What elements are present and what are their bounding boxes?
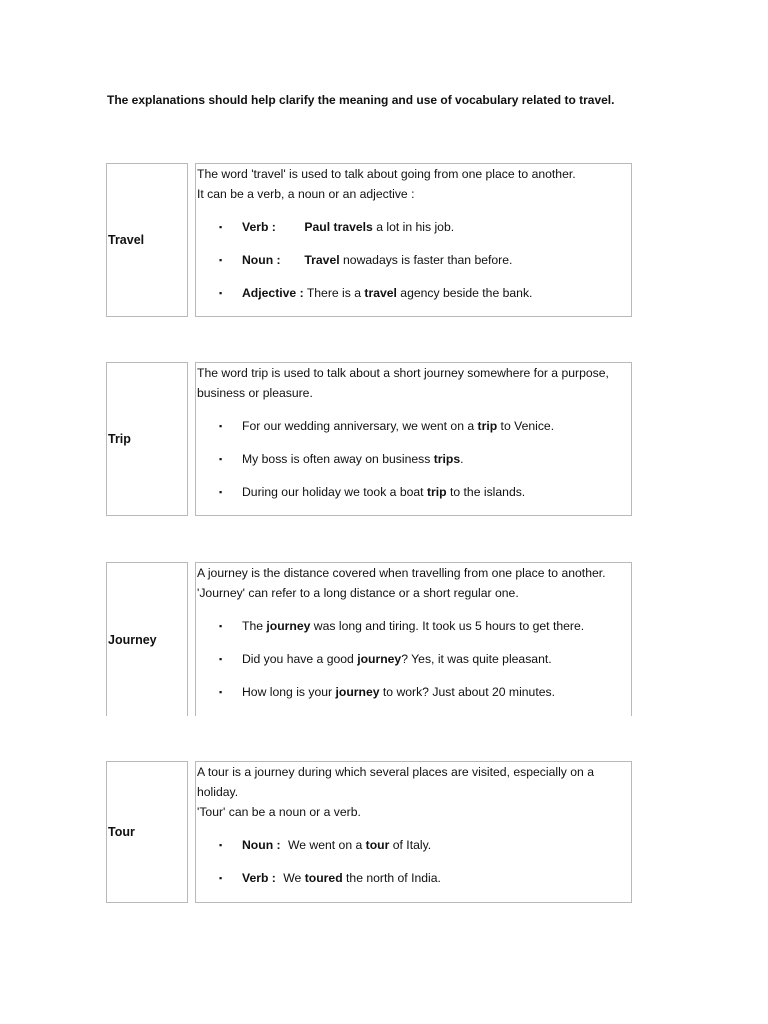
definition-travel: [195, 163, 632, 317]
definition-tour: [195, 761, 632, 903]
example-text: How long is your: [242, 685, 336, 699]
example-text: There is a: [306, 286, 365, 300]
example-list: [197, 835, 631, 888]
example-text: to the islands.: [446, 485, 526, 499]
example-keyword: trip: [426, 485, 447, 499]
term-label: Trip: [108, 432, 131, 446]
definition-line: business or pleasure.: [197, 386, 313, 400]
definition-line: holiday.: [197, 785, 239, 799]
definition-journey: [195, 562, 632, 716]
example-item: [197, 217, 631, 237]
definition-line: The word trip is used to talk about a short journey somewhere for a purpose,: [197, 366, 609, 380]
example-text: We: [283, 871, 305, 885]
example-item: [197, 616, 631, 636]
example-list: [197, 217, 631, 303]
example-text: The: [242, 619, 267, 633]
example-text: of Italy.: [389, 838, 432, 852]
example-keyword: trips: [433, 452, 461, 466]
example-keyword: journey: [335, 685, 380, 699]
example-text: My boss is often away on business: [242, 452, 434, 466]
term-label: Tour: [108, 825, 135, 839]
intro-heading: The explanations should help clarify the meaning and use of vocabulary related to travel.: [107, 93, 615, 107]
definition-trip: [195, 362, 632, 516]
example-list: [197, 416, 631, 502]
example-text: was long and tiring. It took us 5 hours to get there.: [310, 619, 585, 633]
term-journey: [106, 562, 188, 716]
example-text: to Venice.: [497, 419, 555, 433]
example-text: ? Yes, it was quite pleasant.: [401, 652, 552, 666]
definition-line: The word 'travel' is used to talk about going from one place to another.: [197, 167, 576, 181]
example-item: [197, 649, 631, 669]
example-item: [197, 682, 631, 702]
example-keyword: Travel: [304, 253, 340, 267]
definition-line: A journey is the distance covered when travelling from one place to another.: [197, 566, 606, 580]
term-label: Journey: [108, 632, 157, 647]
example-item: [197, 250, 631, 270]
example-text: nowadays is faster than before.: [339, 253, 513, 267]
part-of-speech-label: Verb :: [242, 871, 276, 885]
example-keyword: journey: [266, 619, 311, 633]
term-trip: [106, 362, 188, 516]
term-tour: [106, 761, 188, 903]
example-keyword: tour: [365, 838, 390, 852]
example-item: [197, 283, 631, 303]
part-of-speech-label: Verb :: [242, 220, 276, 234]
definition-line: 'Journey' can refer to a long distance or a short regular one.: [197, 586, 519, 600]
example-text: For our wedding anniversary, we went on a: [242, 419, 478, 433]
example-item: [197, 835, 631, 855]
part-of-speech-label: Adjective :: [242, 286, 304, 300]
example-text: During our holiday we took a boat: [242, 485, 427, 499]
example-text: Did you have a good: [242, 652, 358, 666]
example-item: [197, 868, 631, 888]
example-keyword: Paul travels: [304, 220, 373, 234]
example-text: agency beside the bank.: [396, 286, 533, 300]
example-keyword: journey: [357, 652, 402, 666]
example-keyword: trip: [477, 419, 498, 433]
part-of-speech-label: Noun :: [242, 253, 281, 267]
example-item: [197, 416, 631, 436]
term-travel: [106, 163, 188, 317]
example-text: the north of India.: [342, 871, 441, 885]
example-keyword: toured: [304, 871, 343, 885]
definition-line: A tour is a journey during which several places are visited, especially on a: [197, 765, 594, 779]
example-item: [197, 449, 631, 469]
definition-line: 'Tour' can be a noun or a verb.: [197, 805, 361, 819]
example-item: [197, 482, 631, 502]
example-text: a lot in his job.: [372, 220, 455, 234]
example-keyword: travel: [364, 286, 397, 300]
example-text: .: [460, 452, 464, 466]
example-text: We went on a: [287, 838, 366, 852]
definition-line: It can be a verb, a noun or an adjective :: [197, 187, 415, 201]
term-label: Travel: [108, 233, 145, 247]
example-text: to work? Just about 20 minutes.: [379, 685, 555, 699]
example-list: [197, 616, 631, 702]
part-of-speech-label: Noun :: [242, 838, 281, 852]
